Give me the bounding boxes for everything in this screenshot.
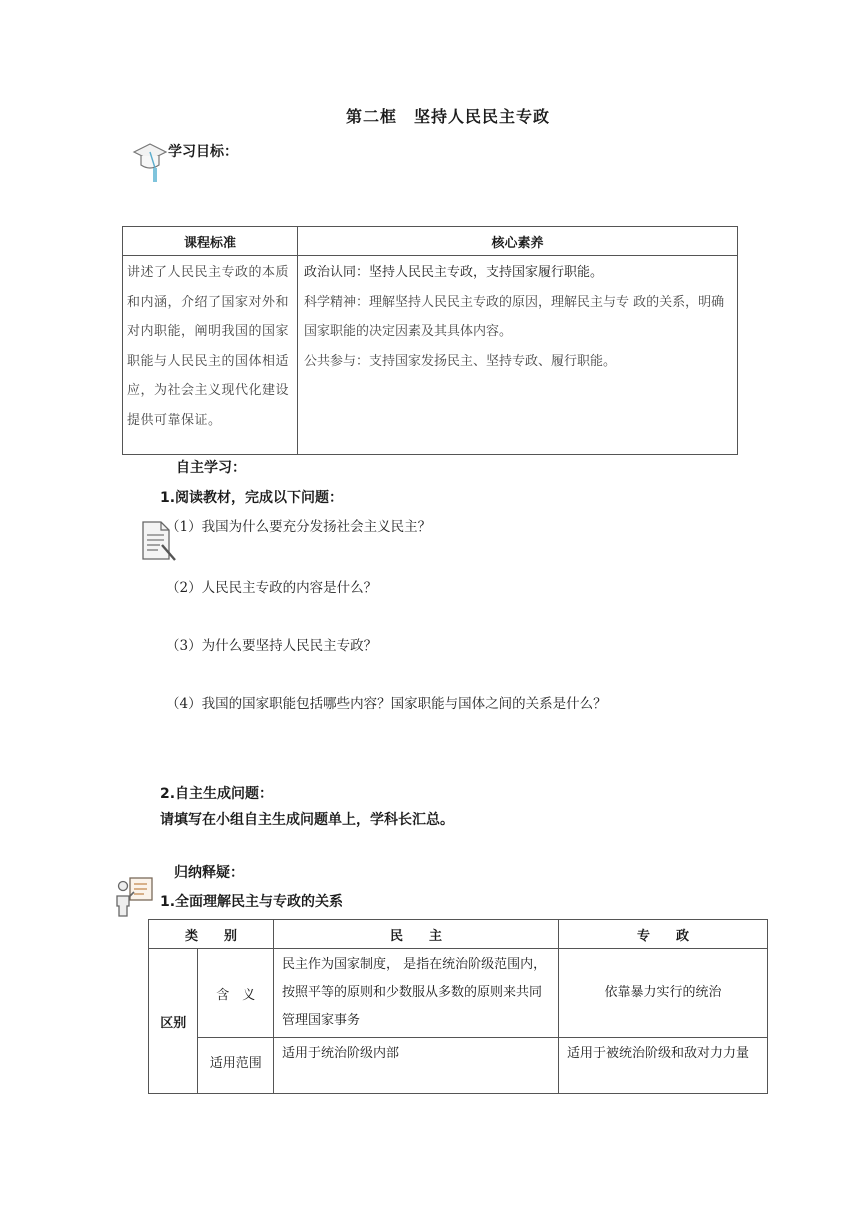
- row-label-scope: 适用范围: [198, 1038, 274, 1094]
- literacy-scientific: 科学精神：理解坚持人民民主专政的原因，理解民主与专 政的关系，明确国家职能的决定因素及其具体内容。: [304, 294, 725, 339]
- core-literacy-cell: [298, 256, 738, 455]
- page-title: 第二框 坚持人民民主专政: [345, 107, 550, 126]
- graduation-cap-icon: [132, 138, 168, 186]
- democracy-scope: 适用于统治阶级内部: [274, 1038, 559, 1094]
- question-1: （1）我国为什么要充分发扬社会主义民主？: [166, 519, 432, 535]
- dictatorship-scope: 适用于被统治阶级和敌对力力量: [559, 1038, 768, 1094]
- curriculum-table: [122, 226, 738, 455]
- header-democracy: 民 主: [274, 920, 559, 949]
- self-study-item2: 2.自主生成问题：: [160, 786, 274, 802]
- question-4: （4）我国的国家职能包括哪些内容？国家职能与国体之间的关系是什么？: [166, 696, 607, 712]
- group-label-difference: 区别: [149, 949, 198, 1094]
- header-curriculum-standard: 课程标准: [123, 227, 298, 256]
- header-core-literacy: 核心素养: [298, 227, 738, 256]
- dictatorship-meaning: 依靠暴力实行的统治: [559, 949, 768, 1038]
- teacher-board-icon: [114, 876, 156, 918]
- question-3: （3）为什么要坚持人民民主专政？: [166, 638, 378, 654]
- question-2: （2）人民民主专政的内容是什么？: [166, 580, 378, 596]
- literacy-public: 公共参与：支持国家发扬民主、坚持专政、履行职能。: [304, 353, 617, 369]
- header-dictatorship: 专 政: [559, 920, 768, 949]
- self-study-item1: 1.阅读教材，完成以下问题：: [160, 490, 344, 506]
- curriculum-standard-text: 讲述了人民民主专政的本质和内涵，介绍了国家对外和对内职能，阐明我国的国家职能与人民民主的国体相适应，为社会主义现代化建设提供可靠保证。: [123, 256, 298, 455]
- democracy-dictatorship-table: [148, 919, 768, 1094]
- summary-heading: 归纳释疑：: [174, 865, 244, 881]
- democracy-meaning: 民主作为国家制度， 是指在统治阶级范围内，按照平等的原则和少数服从多数的原则来共同管理国家事务: [274, 949, 559, 1038]
- learning-goals-label: 学习目标：: [168, 144, 238, 160]
- header-category: 类 别: [149, 920, 274, 949]
- literacy-political: 政治认同：坚持人民民主专政，支持国家履行职能。: [304, 265, 604, 280]
- row-label-meaning: 含 义: [198, 949, 274, 1038]
- self-study-heading: 自主学习：: [176, 460, 246, 476]
- summary-item1: 1.全面理解民主与专政的关系: [160, 894, 344, 910]
- self-study-item2-text: 请填写在小组自主生成问题单上，学科长汇总。: [160, 812, 454, 828]
